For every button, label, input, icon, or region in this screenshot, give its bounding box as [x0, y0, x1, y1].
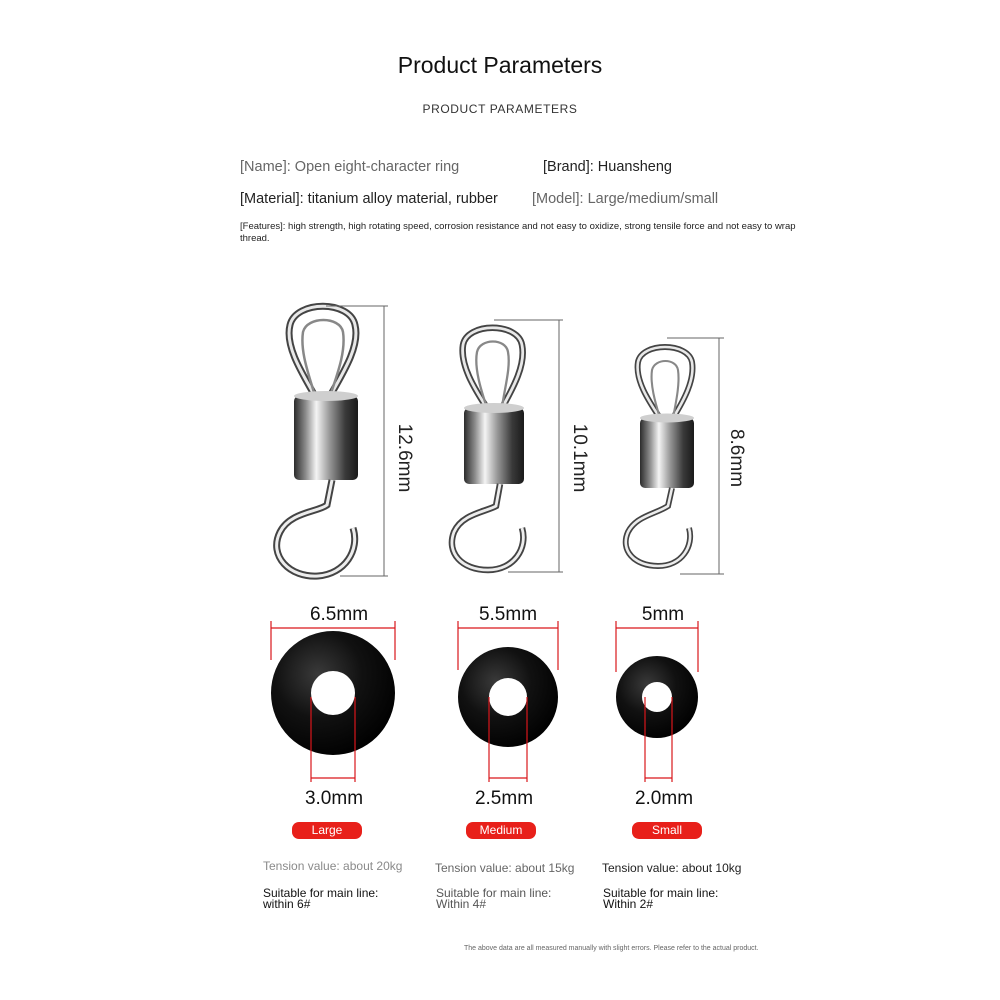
suitable-small [603, 888, 718, 910]
param-features: [Features]: high strength, high rotating speed, corrosion resistance and not easy to oxidize, strong tensile force and not easy to wrap thread. [240, 221, 796, 244]
page-title: Product Parameters [397, 52, 603, 78]
outer-diameter-medium: 5.5mm [478, 604, 538, 625]
suitable-label: Suitable for main line: [263, 886, 379, 900]
suitable-value: Within 4# [436, 897, 487, 911]
size-badge-medium: Medium [466, 822, 536, 839]
size-badge-large: Large [292, 822, 362, 839]
rubber-ring-medium [458, 647, 558, 747]
swivel-small [626, 347, 694, 566]
outer-diameter-small: 5mm [641, 604, 685, 625]
inner-diameter-small: 2.0mm [634, 788, 694, 809]
footer-note: The above data are all measured manually with slight errors. Please refer to the actual product. [464, 945, 759, 952]
page-subtitle: PRODUCT PARAMETERS [422, 102, 578, 116]
param-name: [Name]: Open eight-character ring [240, 159, 460, 175]
inner-diameter-large: 3.0mm [304, 788, 364, 809]
swivel-large [277, 306, 358, 576]
param-brand: [Brand]: Huansheng [543, 159, 672, 175]
size-badge-small: Small [632, 822, 702, 839]
tension-large: Tension value: about 20kg [263, 859, 403, 873]
rubber-ring-small [616, 656, 698, 738]
suitable-large [263, 888, 378, 910]
param-material: [Material]: titanium alloy material, rubber [240, 191, 498, 207]
inner-diameter-medium: 2.5mm [474, 788, 534, 809]
tension-medium: Tension value: about 15kg [435, 861, 575, 875]
suitable-label: Suitable for main line: [603, 886, 719, 900]
length-label-medium: 10.1mm [569, 423, 590, 493]
rubber-ring-large [271, 631, 395, 755]
param-model: [Model]: Large/medium/small [532, 191, 719, 207]
length-label-small: 8.6mm [726, 428, 747, 488]
suitable-value: Within 2# [603, 897, 654, 911]
length-label-large: 12.6mm [394, 423, 415, 493]
tension-small: Tension value: about 10kg [602, 861, 742, 875]
suitable-value: within 6# [263, 897, 311, 911]
outer-diameter-large: 6.5mm [309, 604, 369, 625]
swivel-medium [452, 328, 524, 570]
suitable-medium [436, 888, 551, 910]
suitable-label: Suitable for main line: [436, 886, 552, 900]
